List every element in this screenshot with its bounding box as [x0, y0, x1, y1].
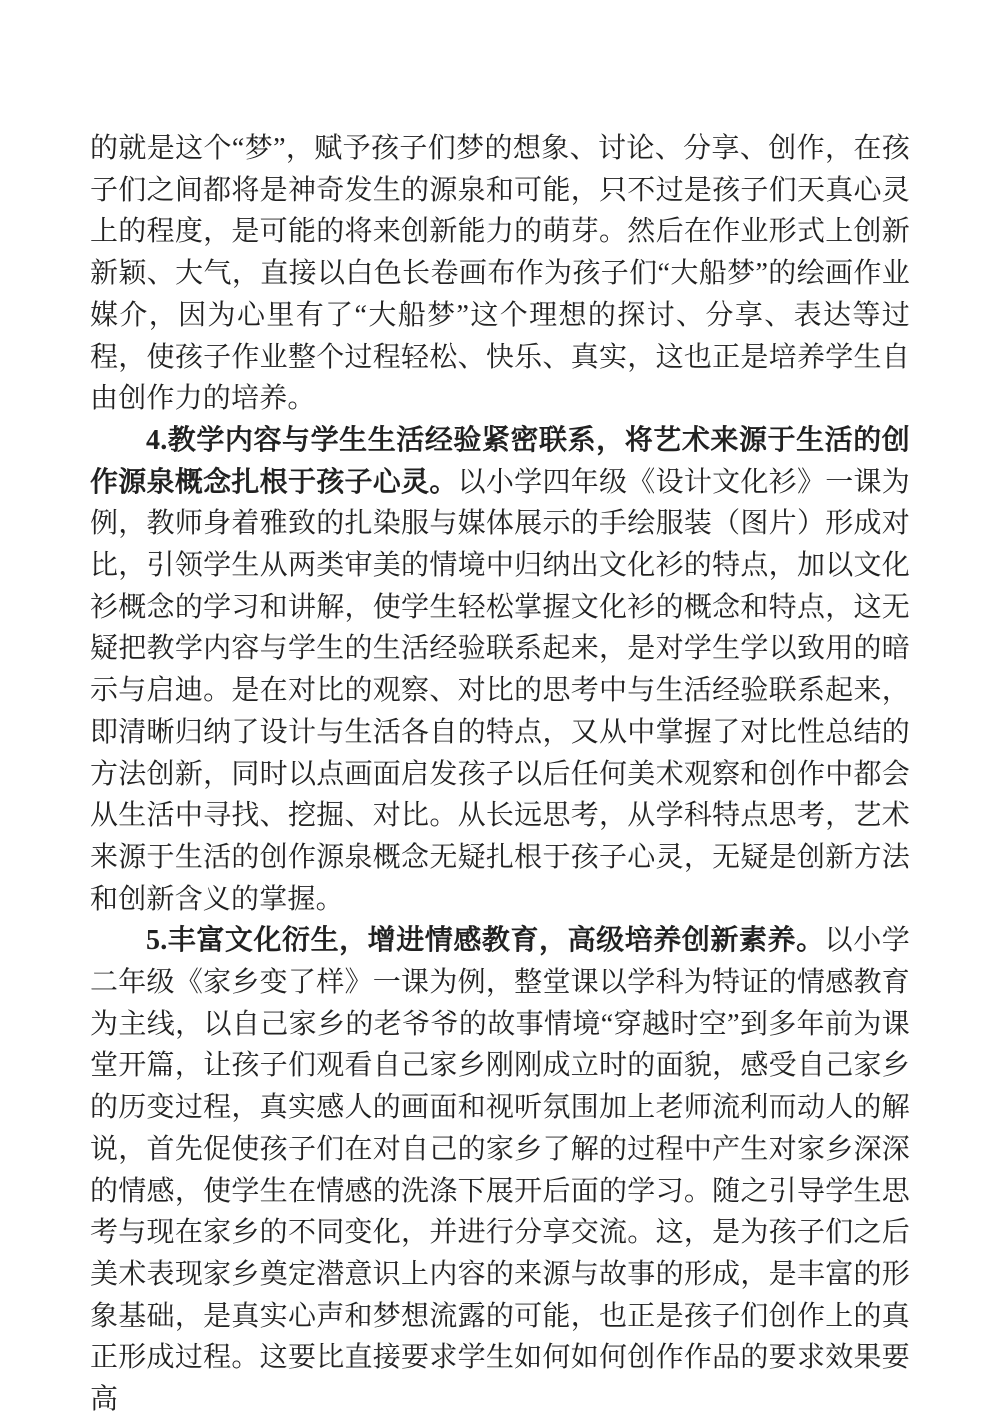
paragraph-point-5 [90, 920, 910, 1414]
text-run: 以小学二年级《家乡变了样》一课为例，整堂课以学科为特证的情感教育为主线，以自己家乡的老爷爷的故事情境“穿越时空”到多年前为课堂开篇，让孩子们观看自己家乡刚刚成立时的面貌，感受自己家乡的历变过程，真实感人的画面和视听氛围加上老师流利而动人的解说，首先促使孩子们在对自己的家乡了解的过程中产生对家乡深深的情感，使学生在情感的洗涤下展开后面的学习。随之引导学生思考与现在家乡的不同变化，并进行分享交流。这，是为孩子们之后美术表现家乡奠定潜意识上内容的来源与故事的形成，是丰富的形象基础，是真实心声和梦想流露的可能，也正是孩子们创作上的真正形成过程。这要比直接要求学生如何如何创作作品的要求效果要高 [90, 925, 910, 1414]
text-run: 以小学四年级《设计文化衫》一课为例，教师身着雅致的扎染服与媒体展示的手绘服装（图片）形成对比，引领学生从两类审美的情境中归纳出文化衫的特点，加以文化衫概念的学习和讲解，使学生轻松掌握文化衫的概念和特点，这无疑把教学内容与学生的生活经验联系起来，是对学生学以致用的暗示与启迪。是在对比的观察、对比的思考中与生活经验联系起来，即清晰归纳了设计与生活各自的特点，又从中掌握了对比性总结的方法创新，同时以点画面启发孩子以后任何美术观察和创作中都会从生活中寻找、挖掘、对比。从长远思考，从学科特点思考，艺术来源于生活的创作源泉概念无疑扎根于孩子心灵，无疑是创新方法和创新含义的掌握。 [90, 466, 910, 915]
bold-heading-run: 5.丰富文化衍生，增进情感教育，高级培养创新素养。 [146, 925, 825, 957]
paragraph-point-4 [90, 420, 910, 920]
paragraph-continuation [90, 128, 910, 420]
page-text-block [90, 128, 910, 1414]
text-run: 的就是这个“梦”，赋予孩子们梦的想象、讨论、分享、创作，在孩子们之间都将是神奇发生的源泉和可能，只不过是孩子们天真心灵上的程度，是可能的将来创新能力的萌芽。然后在作业形式上创新新颖、大气，直接以白色长卷画布作为孩子们“大船梦”的绘画作业媒介，因为心里有了“大船梦”这个理想的探讨、分享、表达等过程，使孩子作业整个过程轻松、快乐、真实，这也正是培养学生自由创作力的培养。 [90, 133, 910, 415]
bold-heading-run: 4.教学内容与学生生活经验紧密联系，将艺术来源于生活的创作源泉概念扎根于孩子心灵。 [90, 424, 910, 498]
